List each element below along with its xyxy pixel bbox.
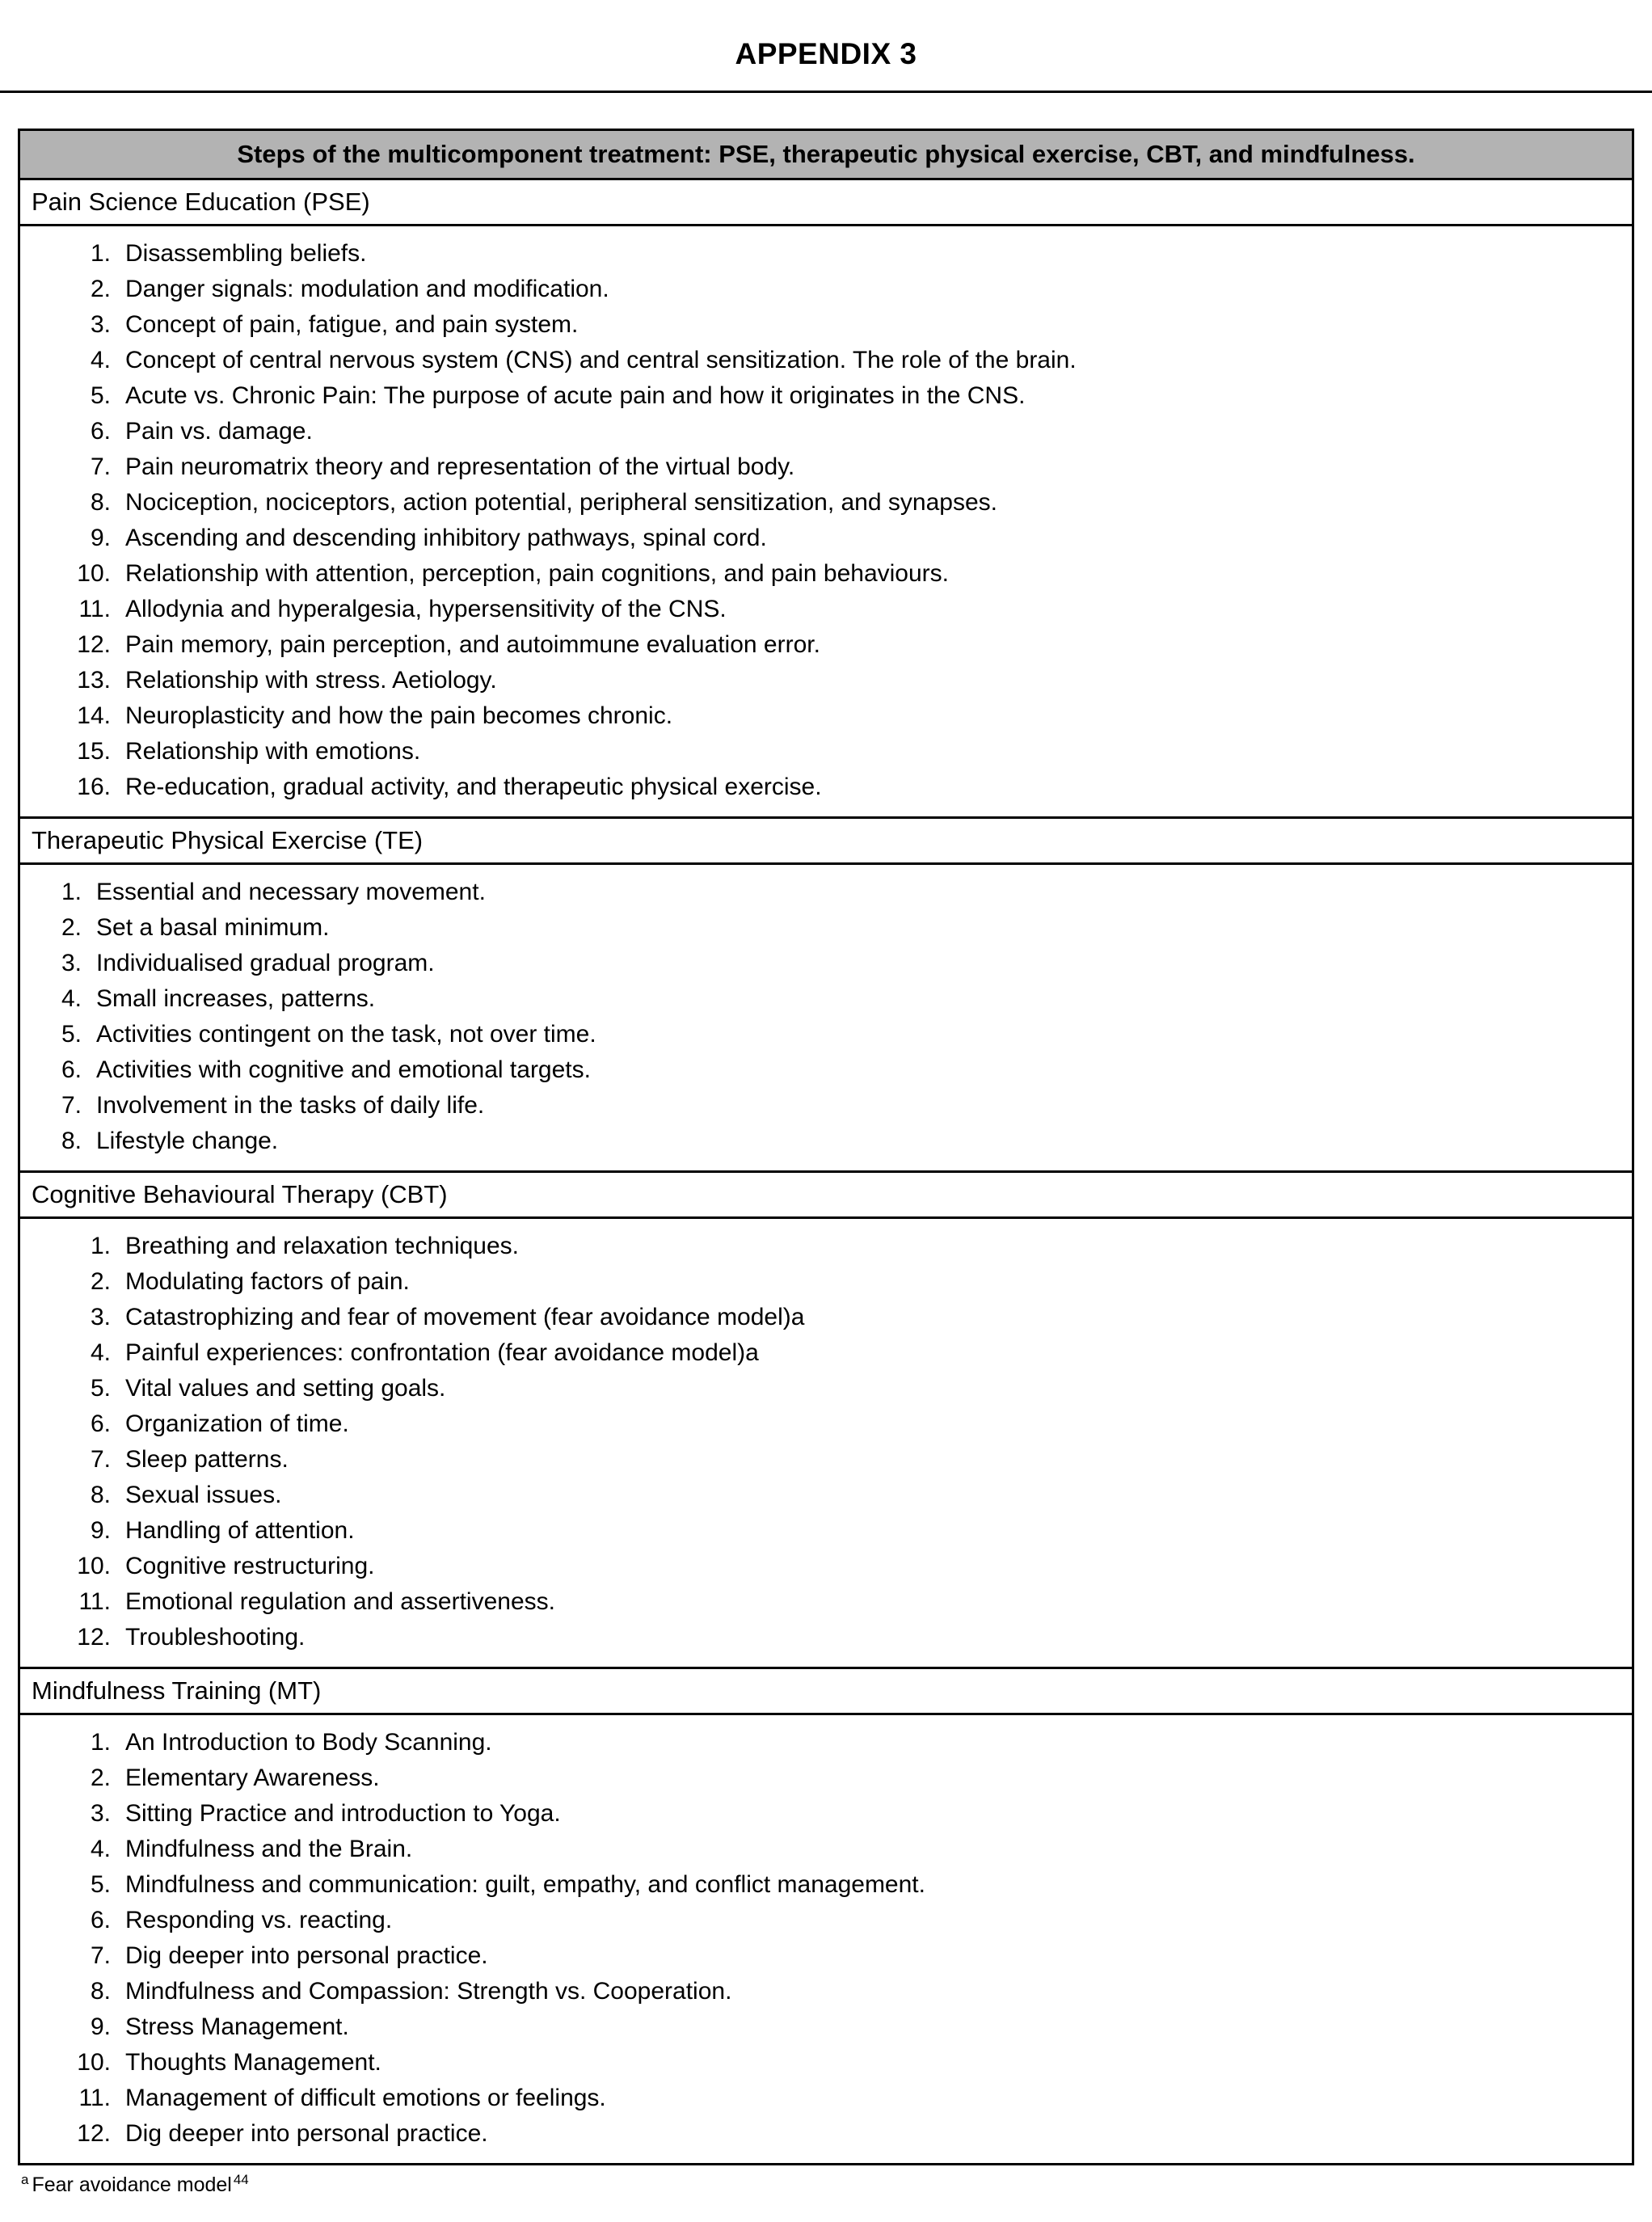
list-item xyxy=(20,910,1632,946)
item-text: Disassembling beliefs. xyxy=(125,240,367,267)
item-text: Allodynia and hyperalgesia, hypersensitivity of the CNS. xyxy=(125,596,727,622)
item-number: 1. xyxy=(90,1233,111,1259)
item-text: Concept of pain, fatigue, and pain system. xyxy=(125,311,579,338)
list-item xyxy=(20,875,1632,910)
list-item xyxy=(20,1725,1632,1760)
item-number: 4. xyxy=(61,985,82,1012)
item-number: 11. xyxy=(78,1588,111,1615)
item-number: 15. xyxy=(77,738,111,765)
item-number: 5. xyxy=(61,1021,82,1048)
item-number: 9. xyxy=(90,1517,111,1544)
item-number: 8. xyxy=(61,1128,82,1154)
list-item xyxy=(20,1371,1632,1406)
list-item xyxy=(20,1300,1632,1335)
section-title: Mindfulness Training (MT) xyxy=(20,1669,1632,1715)
item-text: Acute vs. Chronic Pain: The purpose of acute pain and how it originates in the CNS. xyxy=(125,382,1026,409)
list-item xyxy=(20,1335,1632,1371)
item-text: Relationship with emotions. xyxy=(125,738,421,765)
item-text: Management of difficult emotions or feelings. xyxy=(125,2085,606,2111)
item-number: 7. xyxy=(61,1092,82,1119)
list-item xyxy=(20,1478,1632,1513)
item-text: Catastrophizing and fear of movement (fear avoidance model)a xyxy=(125,1304,805,1330)
treatment-table xyxy=(18,129,1634,2165)
item-text: Activities contingent on the task, not over time. xyxy=(96,1021,596,1048)
item-number: 4. xyxy=(90,1836,111,1862)
item-text: Elementary Awareness. xyxy=(125,1765,380,1791)
item-number: 6. xyxy=(61,1056,82,1083)
item-text: Pain memory, pain perception, and autoimmune evaluation error. xyxy=(125,631,820,658)
item-number: 8. xyxy=(90,1482,111,1508)
section-item-list xyxy=(20,226,1632,819)
item-number: 16. xyxy=(77,774,111,800)
list-item xyxy=(20,1832,1632,1867)
item-text: Handling of attention. xyxy=(125,1517,355,1544)
item-text: Concept of central nervous system (CNS) and central sensitization. The role of the brain. xyxy=(125,347,1077,373)
list-item xyxy=(20,1620,1632,1655)
list-item xyxy=(20,627,1632,663)
item-number: 7. xyxy=(90,453,111,480)
item-text: Relationship with attention, perception, pain cognitions, and pain behaviours. xyxy=(125,560,950,587)
item-number: 6. xyxy=(90,418,111,445)
list-item xyxy=(20,769,1632,805)
list-item xyxy=(20,1052,1632,1088)
list-item xyxy=(20,1867,1632,1903)
item-text: Neuroplasticity and how the pain becomes chronic. xyxy=(125,702,673,729)
section-title: Therapeutic Physical Exercise (TE) xyxy=(20,819,1632,865)
item-text: Mindfulness and the Brain. xyxy=(125,1836,413,1862)
item-number: 3. xyxy=(90,311,111,338)
item-number: 6. xyxy=(90,1410,111,1437)
list-item xyxy=(20,2081,1632,2116)
section-item-list xyxy=(20,1219,1632,1669)
section-title: Cognitive Behavioural Therapy (CBT) xyxy=(20,1173,1632,1219)
item-text: Organization of time. xyxy=(125,1410,349,1437)
item-number: 5. xyxy=(90,1375,111,1402)
item-text: Vital values and setting goals. xyxy=(125,1375,446,1402)
footnote-text: Fear avoidance model xyxy=(32,2174,232,2197)
footnote-ref: 44 xyxy=(233,2172,249,2187)
item-text: Relationship with stress. Aetiology. xyxy=(125,667,497,694)
item-number: 2. xyxy=(90,276,111,302)
item-number: 9. xyxy=(90,2013,111,2040)
item-number: 1. xyxy=(90,1729,111,1756)
item-number: 10. xyxy=(77,2049,111,2076)
item-text: Essential and necessary movement. xyxy=(96,879,486,905)
item-number: 2. xyxy=(61,914,82,941)
item-text: Pain neuromatrix theory and representation of the virtual body. xyxy=(125,453,795,480)
list-item xyxy=(20,1903,1632,1938)
list-item xyxy=(20,1513,1632,1549)
item-text: Sitting Practice and introduction to Yoga. xyxy=(125,1800,561,1827)
item-text: Individualised gradual program. xyxy=(96,950,435,976)
item-number: 14. xyxy=(77,702,111,729)
list-item xyxy=(20,343,1632,378)
list-item xyxy=(20,521,1632,556)
item-text: Modulating factors of pain. xyxy=(125,1268,410,1295)
list-item xyxy=(20,1124,1632,1159)
page-title: APPENDIX 3 xyxy=(735,37,917,70)
item-number: 8. xyxy=(90,1978,111,2005)
list-item xyxy=(20,1796,1632,1832)
item-text: Painful experiences: confrontation (fear avoidance model)a xyxy=(125,1339,759,1366)
item-number: 3. xyxy=(90,1800,111,1827)
item-number: 5. xyxy=(90,1871,111,1898)
list-item xyxy=(20,378,1632,414)
item-text: Dig deeper into personal practice. xyxy=(125,2120,488,2147)
list-item xyxy=(20,1406,1632,1442)
list-item xyxy=(20,1549,1632,1584)
item-number: 13. xyxy=(77,667,111,694)
list-item xyxy=(20,1442,1632,1478)
list-item xyxy=(20,946,1632,981)
item-text: Danger signals: modulation and modification. xyxy=(125,276,609,302)
list-item xyxy=(20,1088,1632,1124)
item-number: 7. xyxy=(90,1942,111,1969)
item-number: 9. xyxy=(90,525,111,551)
item-number: 4. xyxy=(90,347,111,373)
item-text: Nociception, nociceptors, action potential, peripheral sensitization, and synapses. xyxy=(125,489,997,516)
title-divider xyxy=(0,91,1652,93)
item-number: 2. xyxy=(90,1268,111,1295)
footnote xyxy=(21,2172,1652,2197)
section-title: Pain Science Education (PSE) xyxy=(20,180,1632,226)
item-number: 10. xyxy=(77,560,111,587)
item-number: 11. xyxy=(78,2085,111,2111)
item-number: 12. xyxy=(77,2120,111,2147)
item-text: Pain vs. damage. xyxy=(125,418,313,445)
item-number: 6. xyxy=(90,1907,111,1933)
section-item-list xyxy=(20,865,1632,1173)
item-text: Set a basal minimum. xyxy=(96,914,330,941)
list-item xyxy=(20,272,1632,307)
list-item xyxy=(20,1974,1632,2009)
item-text: Ascending and descending inhibitory pathways, spinal cord. xyxy=(125,525,767,551)
item-text: Troubleshooting. xyxy=(125,1624,306,1651)
list-item xyxy=(20,592,1632,627)
list-item xyxy=(20,449,1632,485)
item-text: Activities with cognitive and emotional targets. xyxy=(96,1056,591,1083)
item-text: An Introduction to Body Scanning. xyxy=(125,1729,492,1756)
item-text: Sleep patterns. xyxy=(125,1446,289,1473)
item-text: Emotional regulation and assertiveness. xyxy=(125,1588,555,1615)
item-number: 10. xyxy=(77,1553,111,1579)
item-number: 1. xyxy=(61,879,82,905)
list-item xyxy=(20,1017,1632,1052)
list-item xyxy=(20,663,1632,698)
item-text: Cognitive restructuring. xyxy=(125,1553,375,1579)
item-text: Lifestyle change. xyxy=(96,1128,279,1154)
item-text: Dig deeper into personal practice. xyxy=(125,1942,488,1969)
list-item xyxy=(20,734,1632,769)
list-item xyxy=(20,1760,1632,1796)
list-item xyxy=(20,2045,1632,2081)
item-text: Breathing and relaxation techniques. xyxy=(125,1233,520,1259)
item-number: 5. xyxy=(90,382,111,409)
item-number: 3. xyxy=(90,1304,111,1330)
item-number: 2. xyxy=(90,1765,111,1791)
list-item xyxy=(20,1584,1632,1620)
item-number: 12. xyxy=(77,631,111,658)
list-item xyxy=(20,236,1632,272)
item-text: Thoughts Management. xyxy=(125,2049,381,2076)
item-number: 12. xyxy=(77,1624,111,1651)
item-text: Mindfulness and communication: guilt, empathy, and conflict management. xyxy=(125,1871,925,1898)
item-text: Responding vs. reacting. xyxy=(125,1907,393,1933)
list-item xyxy=(20,698,1632,734)
list-item xyxy=(20,2009,1632,2045)
item-text: Sexual issues. xyxy=(125,1482,282,1508)
item-text: Stress Management. xyxy=(125,2013,349,2040)
list-item xyxy=(20,981,1632,1017)
item-number: 4. xyxy=(90,1339,111,1366)
list-item xyxy=(20,2116,1632,2152)
list-item xyxy=(20,1264,1632,1300)
section-item-list xyxy=(20,1715,1632,2163)
list-item xyxy=(20,307,1632,343)
table-header: Steps of the multicomponent treatment: PSE, therapeutic physical exercise, CBT, and mindfulness. xyxy=(20,131,1632,180)
item-number: 1. xyxy=(90,240,111,267)
item-number: 8. xyxy=(90,489,111,516)
list-item xyxy=(20,1938,1632,1974)
item-number: 11. xyxy=(78,596,111,622)
item-text: Mindfulness and Compassion: Strength vs. Cooperation. xyxy=(125,1978,732,2005)
item-text: Small increases, patterns. xyxy=(96,985,376,1012)
item-text: Re-education, gradual activity, and therapeutic physical exercise. xyxy=(125,774,822,800)
footnote-marker: a xyxy=(21,2172,29,2187)
list-item xyxy=(20,556,1632,592)
list-item xyxy=(20,414,1632,449)
list-item xyxy=(20,1229,1632,1264)
item-number: 7. xyxy=(90,1446,111,1473)
list-item xyxy=(20,485,1632,521)
item-number: 3. xyxy=(61,950,82,976)
item-text: Involvement in the tasks of daily life. xyxy=(96,1092,485,1119)
